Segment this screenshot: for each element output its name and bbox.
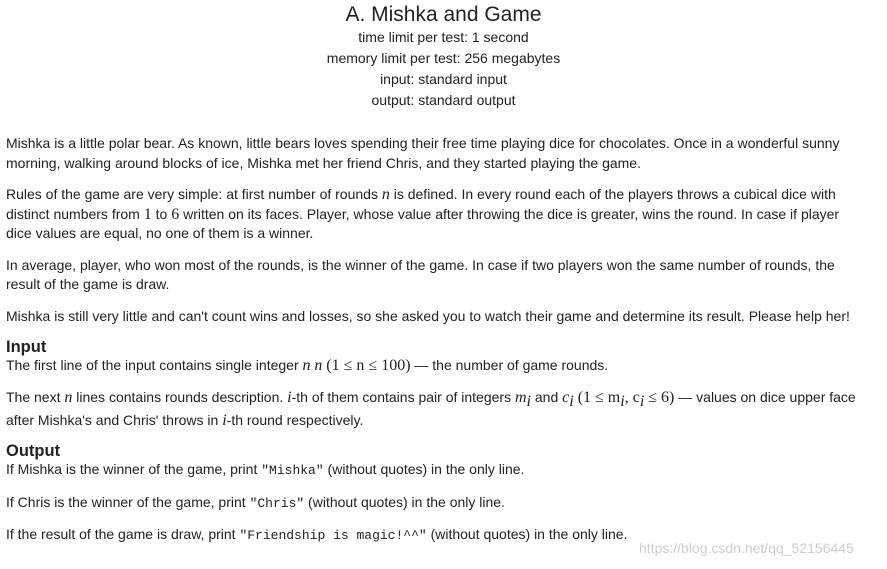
input-section-title: Input [6, 338, 47, 356]
problem-title: A. Mishka and Game [345, 3, 542, 26]
statement-paragraph-1: Mishka is a little polar bear. As known, little bears loves spending their free time playing dice for chocolates. Once in a wonderful sunny morning, walking around blocks of ice, Mishka met her friend Chris, and they started playing the game. [6, 135, 840, 171]
output-paragraph-1: If Mishka is the winner of the game, print "Mishka" (without quotes) in the only line. [6, 461, 525, 479]
output-paragraph-2: If Chris is the winner of the game, print "Chris" (without quotes) in the only line. [6, 493, 505, 511]
statement-paragraph-3: In average, player, who won most of the rounds, is the winner of the game. In case if two players won the same number of rounds, the result of the game is draw. [6, 256, 835, 292]
statement-paragraph-2: Rules of the game are very simple: at first number of rounds n is defined. In every round each of the players throws a cubical dice with distinct numbers from 1 to 6 written on its faces. Player, whose value after throwing the dice is greater, wins the round. In case if player dice values are equal, no one of them is a winner. [6, 186, 840, 241]
input-spec: input: standard input [380, 71, 507, 87]
output-spec: output: standard output [371, 92, 516, 108]
output-paragraph-3: If the result of the game is draw, print "Friendship is magic!^^" (without quotes) in the only line. [6, 526, 628, 544]
input-paragraph-2: The next n lines contains rounds description. i-th of them contains pair of integers $m_i$ and $c_i$ ($1 \le m_i$, $c_i \le 6$) — values on dice upper face after Mishka's and Chris' throws in i-th round respectively. [6, 388, 856, 429]
csdn-watermark: https://blog.csdn.net/qq_52156445 [639, 540, 854, 556]
input-paragraph-1: The first line of the input contains single integer n n (1 ≤ n ≤ 100) — the number of game rounds. [6, 357, 609, 374]
statement-paragraph-4: Mishka is still very little and can't count wins and losses, so she asked you to watch their game and determine its result. Please help her! [6, 307, 850, 324]
problem-header [0, 3, 887, 111]
problem-statement [6, 134, 866, 558]
output-section-title: Output [6, 442, 61, 461]
time-limit: time limit per test: 1 second [358, 29, 529, 45]
memory-limit: memory limit per test: 256 megabytes [326, 50, 561, 66]
